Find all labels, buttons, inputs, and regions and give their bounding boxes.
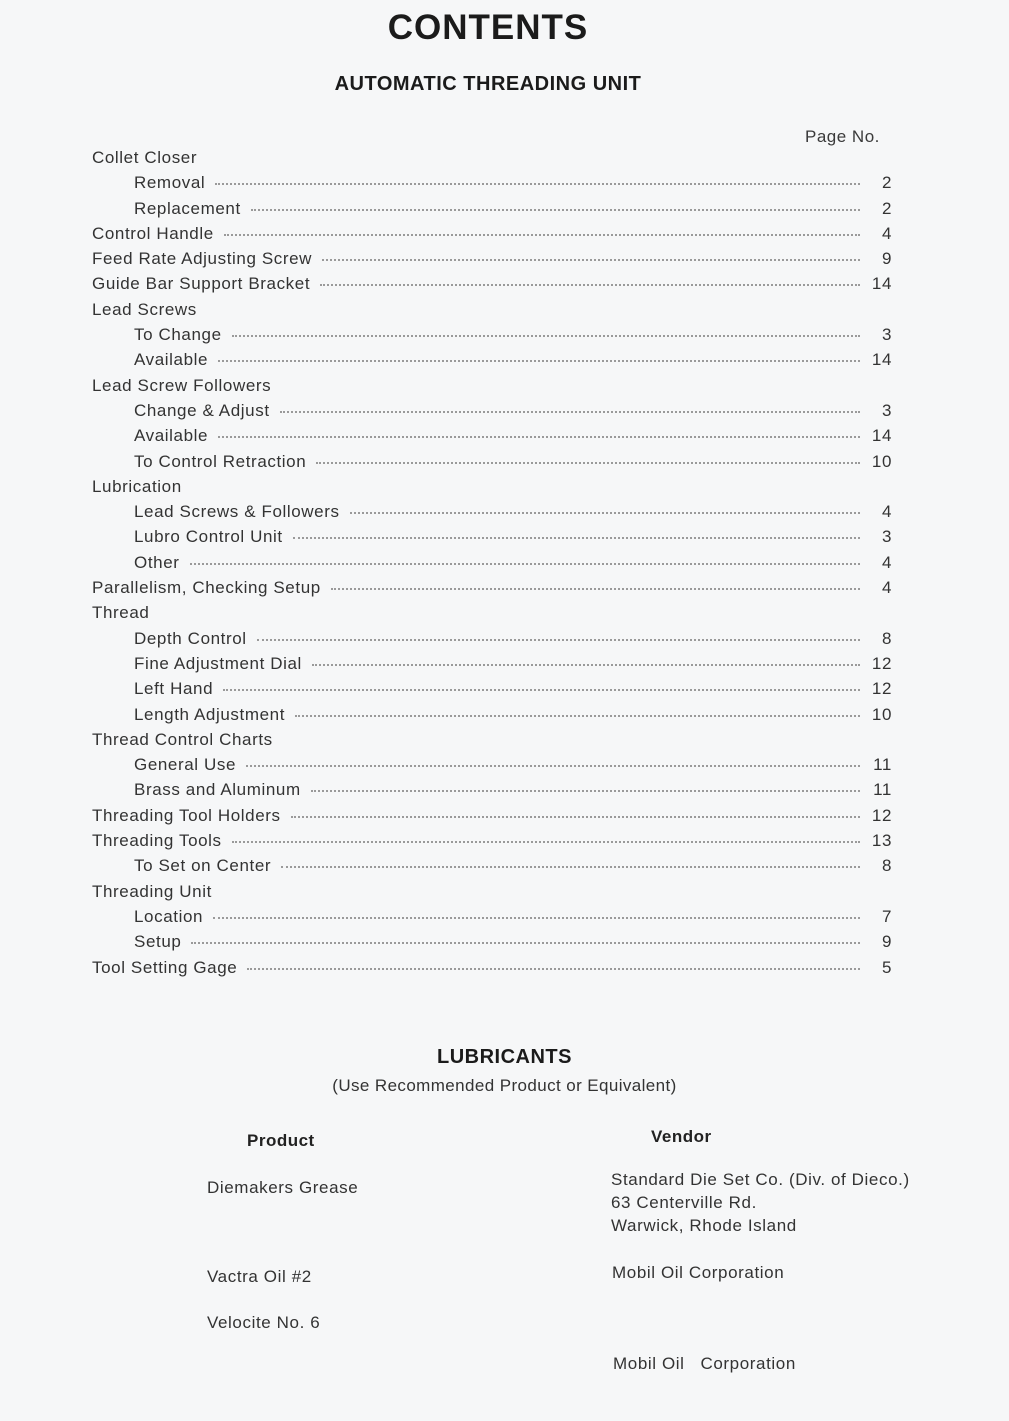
vendor-line: Mobil Oil Corporation	[612, 1263, 785, 1282]
toc-page-number: 10	[871, 704, 892, 724]
lubricant-vendor	[613, 1306, 796, 1421]
vendor-line: Mobil Oil Corporation	[613, 1354, 796, 1373]
lubricants-note: (Use Recommended Product or Equivalent)	[332, 1076, 677, 1095]
dot-leader	[223, 689, 860, 691]
toc-page-number: 13	[871, 831, 892, 851]
toc-entry	[92, 274, 892, 299]
toc-entry-label: Threading Tools	[92, 831, 222, 851]
toc-page-number: 4	[881, 223, 892, 243]
table-of-contents	[92, 148, 892, 983]
toc-subentry	[92, 527, 892, 552]
lubricants-title: LUBRICANTS	[437, 1046, 572, 1068]
dot-leader	[257, 639, 860, 641]
toc-entry-label: Feed Rate Adjusting Screw	[92, 249, 313, 269]
toc-entry-label: Collet Closer	[92, 148, 198, 167]
toc-page-number: 12	[871, 679, 892, 699]
toc-entry	[92, 882, 892, 907]
toc-subentry	[92, 856, 892, 881]
toc-subentry	[92, 502, 892, 527]
toc-page-number: 2	[881, 198, 892, 218]
toc-subentry	[92, 401, 892, 426]
vendor-column-header: Vendor	[651, 1127, 712, 1146]
lubricant-product: Velocite No. 6	[207, 1313, 321, 1332]
toc-entry-label: Lead Screw Followers	[92, 375, 272, 395]
toc-page-number: 3	[881, 400, 892, 420]
vendor-line: Warwick, Rhode Island	[611, 1216, 797, 1235]
toc-entry	[92, 148, 892, 173]
toc-entry-label: Available	[134, 426, 209, 446]
toc-entry	[92, 730, 892, 755]
toc-entry-label: To Change	[134, 325, 222, 345]
toc-entry-label: Lubro Control Unit	[134, 527, 283, 547]
dot-leader	[295, 715, 860, 717]
dot-leader	[322, 259, 860, 261]
toc-subentry	[92, 553, 892, 578]
dot-leader	[316, 462, 860, 464]
dot-leader	[251, 209, 860, 211]
dot-leader	[281, 866, 860, 868]
toc-entry-label: Left Hand	[134, 679, 214, 699]
dot-leader	[218, 436, 860, 438]
vendor-line: 63 Centerville Rd.	[611, 1193, 757, 1212]
vendor-line: Standard Die Set Co. (Div. of Dieco.)	[611, 1170, 910, 1189]
toc-page-number: 14	[871, 274, 892, 294]
dot-leader	[320, 284, 860, 286]
dot-leader	[280, 411, 860, 413]
toc-page-number: 4	[881, 578, 892, 598]
toc-page-number: 4	[881, 552, 892, 572]
toc-page-number: 12	[871, 805, 892, 825]
toc-page-number: 4	[881, 502, 892, 522]
toc-entry-label: Other	[134, 552, 180, 572]
toc-subentry	[92, 907, 892, 932]
toc-entry-label: Depth Control	[134, 628, 247, 648]
toc-page-number: 10	[871, 451, 892, 471]
toc-subentry	[92, 629, 892, 654]
dot-leader	[215, 183, 860, 185]
toc-subentry	[92, 426, 892, 451]
toc-page-number: 2	[881, 173, 892, 193]
toc-page-number: 9	[881, 932, 892, 952]
toc-entry-label: General Use	[134, 755, 237, 775]
toc-entry-label: Fine Adjustment Dial	[134, 653, 302, 673]
toc-subentry	[92, 350, 892, 375]
dot-leader	[291, 816, 860, 818]
toc-entry-label: Threading Tool Holders	[92, 805, 281, 825]
toc-entry-label: Length Adjustment	[134, 704, 286, 724]
toc-entry	[92, 958, 892, 983]
toc-entry-label: Guide Bar Support Bracket	[92, 274, 311, 294]
toc-entry-label: Parallelism, Checking Setup	[92, 578, 321, 598]
lubricant-product: Vactra Oil #2	[207, 1267, 312, 1286]
toc-entry	[92, 376, 892, 401]
toc-page-number: 3	[881, 527, 892, 547]
toc-entry-label: Lubrication	[92, 476, 182, 496]
toc-page-number: 11	[873, 755, 892, 775]
toc-entry-label: Setup	[134, 932, 182, 952]
toc-entry-label: Location	[134, 906, 204, 926]
toc-subentry	[92, 199, 892, 224]
dot-leader	[232, 335, 860, 337]
toc-entry-label: Threading Unit	[92, 881, 212, 901]
toc-page-number: 14	[871, 426, 892, 446]
toc-entry	[92, 578, 892, 603]
dot-leader	[224, 234, 860, 236]
toc-page-number: 8	[881, 628, 892, 648]
dot-leader	[232, 841, 860, 843]
toc-page-number: 12	[871, 653, 892, 673]
toc-entry	[92, 603, 892, 628]
toc-entry-label: Available	[134, 350, 209, 370]
toc-entry	[92, 300, 892, 325]
toc-page-number: 3	[881, 325, 892, 345]
dot-leader	[311, 790, 860, 792]
toc-entry-label: To Set on Center	[134, 856, 272, 876]
dot-leader	[213, 917, 860, 919]
toc-entry-label: Replacement	[134, 198, 241, 218]
toc-page-number: 5	[881, 957, 892, 977]
dot-leader	[247, 968, 860, 970]
toc-page-number: 14	[871, 350, 892, 370]
dot-leader	[246, 765, 860, 767]
toc-entry	[92, 477, 892, 502]
page-subtitle: AUTOMATIC THREADING UNIT	[334, 73, 642, 95]
toc-entry-label: Change & Adjust	[134, 400, 270, 420]
toc-entry-label: To Control Retraction	[134, 451, 307, 471]
toc-page-number: 8	[881, 856, 892, 876]
toc-subentry	[92, 654, 892, 679]
toc-entry-label: Thread Control Charts	[92, 729, 273, 749]
page-number-column-label: Page No.	[805, 127, 880, 146]
toc-entry-label: Brass and Aluminum	[134, 780, 301, 800]
toc-subentry	[92, 780, 892, 805]
toc-entry	[92, 806, 892, 831]
toc-entry	[92, 831, 892, 856]
lubricant-vendor	[612, 1261, 784, 1284]
toc-subentry	[92, 173, 892, 198]
toc-entry-label: Lead Screws & Followers	[134, 502, 340, 522]
toc-entry-label: Thread	[92, 603, 150, 623]
toc-subentry	[92, 452, 892, 477]
toc-entry	[92, 249, 892, 274]
dot-leader	[312, 664, 860, 666]
dot-leader	[190, 563, 860, 565]
toc-subentry	[92, 932, 892, 957]
toc-page-number: 11	[873, 780, 892, 800]
toc-subentry	[92, 705, 892, 730]
toc-entry	[92, 224, 892, 249]
toc-entry-label: Removal	[134, 173, 206, 193]
toc-subentry	[92, 325, 892, 350]
product-column-header: Product	[247, 1131, 315, 1150]
dot-leader	[218, 360, 860, 362]
dot-leader	[350, 512, 860, 514]
dot-leader	[293, 537, 860, 539]
dot-leader	[331, 588, 860, 590]
lubricant-product: Diemakers Grease	[207, 1178, 359, 1197]
lubricant-vendor	[611, 1168, 910, 1237]
toc-entry-label: Control Handle	[92, 223, 214, 243]
toc-page-number: 7	[881, 906, 892, 926]
dot-leader	[191, 942, 860, 944]
toc-entry-label: Tool Setting Gage	[92, 957, 238, 977]
toc-page-number: 9	[881, 249, 892, 269]
toc-subentry	[92, 755, 892, 780]
page-title: CONTENTS	[387, 8, 589, 47]
toc-entry-label: Lead Screws	[92, 299, 197, 319]
toc-subentry	[92, 679, 892, 704]
